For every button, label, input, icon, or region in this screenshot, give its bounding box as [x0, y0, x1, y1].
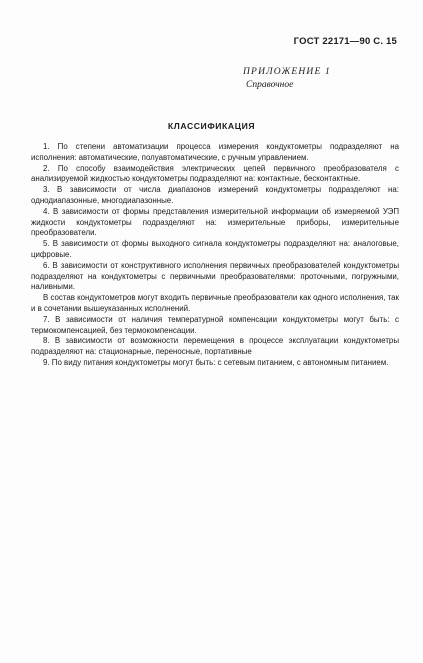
paragraph-5: 5. В зависимости от формы выходного сигнала кондуктометры подразделяют на: аналоговые, цифровые.: [31, 239, 399, 259]
document-body: [31, 142, 399, 369]
page-header: ГОСТ 22171—90 С. 15: [293, 36, 397, 47]
paragraph-7: 7. В зависимости от наличия температурной компенсации кондуктометры могут быть: с термокомпенсацией, без термокомпенсации.: [31, 314, 399, 335]
appendix-block: [243, 66, 373, 92]
paragraph-2: 2. По способу взаимодействия электрических цепей первичного преобразователя с анализируемой жидкостью кондуктометры подразделяют на: контактные, бесконтактные.: [31, 163, 399, 184]
appendix-subtitle: Справочное: [246, 80, 294, 90]
paragraph-3: 3. В зависимости от числа диапазонов измерений кондуктометры подразделяют на: однодиапазонные, многодиапазонные.: [31, 185, 399, 205]
paragraph-6: 6. В зависимости от конструктивного исполнения первичных преобразователей кондуктометры подразделяют на кондуктометры с первичными преобразователями: проточными, погружными, наливными.: [31, 260, 399, 292]
paragraph-4: 4. В зависимости от формы представления измерительной информации об измеряемой УЭП жидкости кондуктометры подразделяют на: измерительные приборы, измерительные преобразователи.: [31, 206, 399, 238]
paragraph-6-note: В состав кондуктометров могут входить первичные преобразователи как одного исполнения, так и в сочетании вышеуказанных исполнений.: [31, 293, 399, 313]
paragraph-8: 8. В зависимости от возможности перемещения в процессе эксплуатации кондуктометры подразделяют на: стационарные, переносные, портативные: [31, 336, 399, 357]
paragraph-1: 1. По степени автоматизации процесса измерения кондуктометры подразделяют на исполнения: автоматические, полуавтоматические, с ручным управлением.: [31, 142, 399, 162]
paragraph-9: 9. По виду питания кондуктометры могут быть: с сетевым питанием, с автономным питанием.: [43, 357, 389, 367]
section-title: КЛАССИФИКАЦИЯ: [167, 121, 256, 131]
appendix-title: ПРИЛОЖЕНИЕ 1: [243, 67, 332, 77]
